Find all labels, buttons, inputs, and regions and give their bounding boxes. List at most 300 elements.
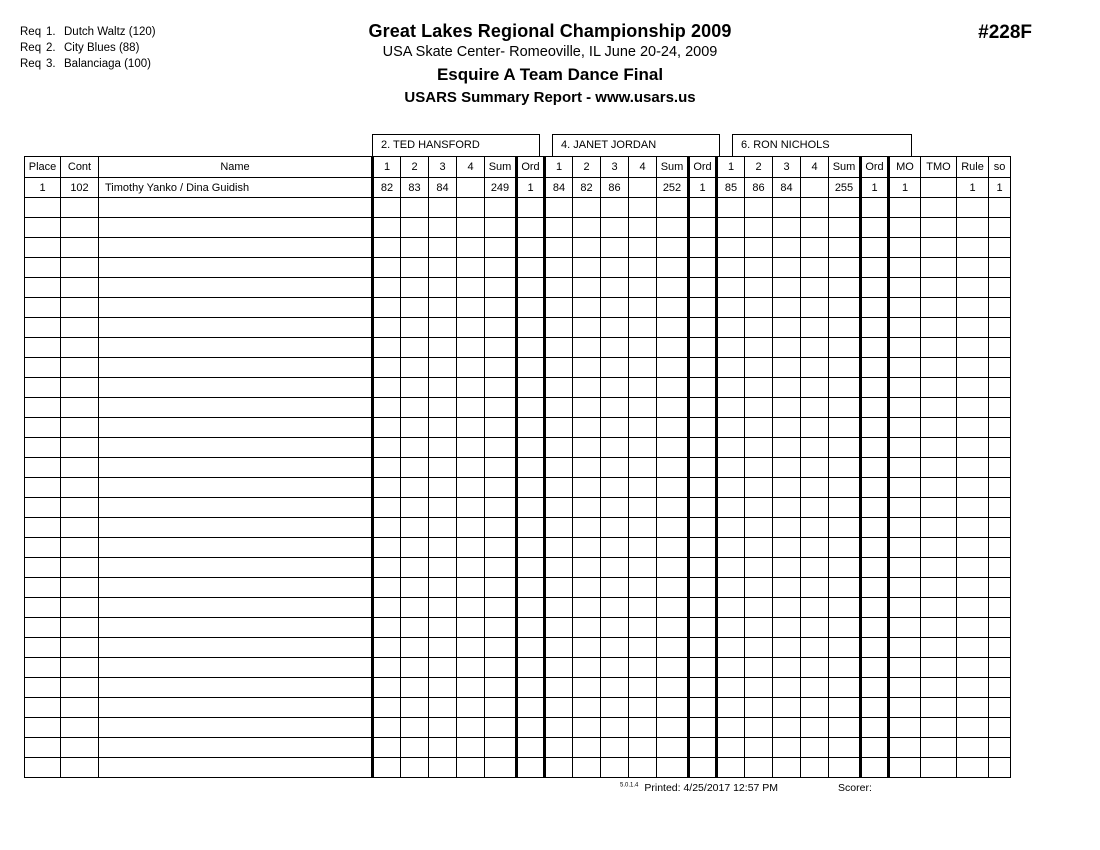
table-row-empty[interactable]: [25, 738, 1011, 758]
cell-empty: [773, 538, 801, 558]
cell-empty: [745, 718, 773, 738]
cell-empty: [601, 438, 629, 458]
cell-empty: [373, 518, 401, 538]
cell-empty: [889, 378, 921, 398]
table-row-empty[interactable]: [25, 518, 1011, 538]
col-j1-s4: 4: [457, 157, 485, 178]
cell-empty: [689, 378, 717, 398]
cell-empty: [517, 578, 545, 598]
cell-empty: [517, 378, 545, 398]
cell-empty: [829, 538, 861, 558]
cell-empty: [957, 198, 989, 218]
cell-empty: [801, 218, 829, 238]
cell-empty: [545, 578, 573, 598]
cell-empty: [861, 538, 889, 558]
cell-empty: [485, 598, 517, 618]
cell-j1-s2: 83: [401, 178, 429, 198]
requirement-number: 2.: [46, 42, 56, 54]
cell-empty: [601, 658, 629, 678]
cell-mo: 1: [889, 178, 921, 198]
table-row-empty[interactable]: [25, 338, 1011, 358]
cell-empty: [61, 478, 99, 498]
cell-empty: [25, 718, 61, 738]
cell-empty: [829, 498, 861, 518]
col-j2-s3: 3: [601, 157, 629, 178]
requirement-number: 3.: [46, 58, 56, 70]
cell-empty: [429, 338, 457, 358]
cell-empty: [401, 658, 429, 678]
cell-empty: [545, 638, 573, 658]
cell-empty: [657, 278, 689, 298]
cell-empty: [373, 278, 401, 298]
cell-empty: [989, 478, 1011, 498]
cell-empty: [889, 498, 921, 518]
cell-empty: [801, 198, 829, 218]
cell-empty: [657, 618, 689, 638]
cell-empty: [61, 418, 99, 438]
table-row-empty[interactable]: [25, 438, 1011, 458]
cell-empty: [861, 338, 889, 358]
cell-empty: [773, 578, 801, 598]
cell-empty: [373, 538, 401, 558]
table-row-empty[interactable]: [25, 498, 1011, 518]
cell-empty: [889, 538, 921, 558]
cell-empty: [99, 318, 373, 338]
cell-empty: [401, 338, 429, 358]
cell-empty: [457, 678, 485, 698]
cell-empty: [457, 238, 485, 258]
cell-empty: [373, 198, 401, 218]
cell-empty: [99, 458, 373, 478]
cell-empty: [457, 738, 485, 758]
table-row-empty[interactable]: [25, 418, 1011, 438]
cell-empty: [801, 258, 829, 278]
cell-empty: [545, 718, 573, 738]
cell-empty: [957, 758, 989, 778]
cell-empty: [429, 538, 457, 558]
cell-empty: [61, 458, 99, 478]
cell-empty: [745, 278, 773, 298]
cell-empty: [61, 378, 99, 398]
table-row-empty[interactable]: [25, 238, 1011, 258]
cell-empty: [517, 698, 545, 718]
requirement-text: Dutch Waltz (120): [64, 26, 156, 38]
cell-empty: [25, 598, 61, 618]
cell-empty: [657, 558, 689, 578]
cell-empty: [629, 398, 657, 418]
cell-empty: [745, 658, 773, 678]
cell-empty: [601, 418, 629, 438]
cell-empty: [485, 678, 517, 698]
cell-empty: [717, 498, 745, 518]
cell-empty: [573, 238, 601, 258]
cell-empty: [457, 218, 485, 238]
cell-empty: [745, 438, 773, 458]
judge-header-3: 6. RON NICHOLS: [732, 134, 912, 156]
cell-empty: [517, 518, 545, 538]
cell-empty: [401, 538, 429, 558]
cell-empty: [921, 238, 957, 258]
judge-banner: [24, 134, 1076, 156]
cell-empty: [629, 378, 657, 398]
cell-empty: [717, 458, 745, 478]
cell-empty: [457, 458, 485, 478]
cell-empty: [689, 658, 717, 678]
cell-empty: [801, 498, 829, 518]
cell-empty: [689, 698, 717, 718]
cell-empty: [99, 698, 373, 718]
cell-empty: [545, 758, 573, 778]
table-row-empty[interactable]: [25, 698, 1011, 718]
cell-empty: [689, 198, 717, 218]
cell-empty: [745, 418, 773, 438]
cell-empty: [657, 598, 689, 618]
table-row-empty[interactable]: [25, 618, 1011, 638]
cell-empty: [957, 298, 989, 318]
cell-empty: [25, 218, 61, 238]
cell-empty: [601, 458, 629, 478]
cell-empty: [457, 598, 485, 618]
cell-empty: [689, 318, 717, 338]
cell-empty: [829, 278, 861, 298]
cell-empty: [989, 678, 1011, 698]
cell-empty: [573, 578, 601, 598]
cell-empty: [745, 638, 773, 658]
cell-empty: [957, 678, 989, 698]
cell-empty: [401, 718, 429, 738]
cell-empty: [545, 358, 573, 378]
cell-empty: [773, 378, 801, 398]
cell-empty: [401, 738, 429, 758]
cell-empty: [745, 458, 773, 478]
cell-empty: [689, 398, 717, 418]
cell-empty: [545, 538, 573, 558]
cell-empty: [717, 638, 745, 658]
cell-empty: [773, 338, 801, 358]
cell-empty: [921, 658, 957, 678]
cell-empty: [373, 558, 401, 578]
cell-empty: [545, 498, 573, 518]
cell-empty: [401, 258, 429, 278]
cell-j1-s4: [457, 178, 485, 198]
cell-empty: [829, 598, 861, 618]
cell-empty: [801, 418, 829, 438]
table-row-empty[interactable]: [25, 318, 1011, 338]
table-row-empty[interactable]: [25, 358, 1011, 378]
cell-empty: [989, 198, 1011, 218]
cell-empty: [429, 638, 457, 658]
cell-empty: [801, 658, 829, 678]
cell-empty: [989, 578, 1011, 598]
cell-j2-s2: 82: [573, 178, 601, 198]
cell-empty: [689, 458, 717, 478]
cell-empty: [801, 558, 829, 578]
cell-empty: [629, 218, 657, 238]
cell-empty: [801, 398, 829, 418]
cell-empty: [25, 438, 61, 458]
cell-empty: [657, 338, 689, 358]
cell-empty: [457, 318, 485, 338]
cell-empty: [517, 538, 545, 558]
cell-empty: [99, 618, 373, 638]
table-row-empty[interactable]: [25, 658, 1011, 678]
cell-empty: [401, 458, 429, 478]
report-footer: [620, 782, 872, 794]
cell-empty: [485, 738, 517, 758]
cell-empty: [601, 338, 629, 358]
cell-empty: [773, 358, 801, 378]
cell-empty: [573, 738, 601, 758]
col-j1-sum: Sum: [485, 157, 517, 178]
cell-empty: [957, 318, 989, 338]
cell-empty: [99, 638, 373, 658]
cell-empty: [545, 478, 573, 498]
cell-empty: [99, 298, 373, 318]
table-row-empty[interactable]: [25, 258, 1011, 278]
cell-empty: [921, 718, 957, 738]
cell-empty: [717, 678, 745, 698]
cell-empty: [401, 358, 429, 378]
cell-empty: [61, 438, 99, 458]
cell-empty: [717, 278, 745, 298]
table-row-empty[interactable]: [25, 278, 1011, 298]
cell-empty: [629, 278, 657, 298]
table-row-empty[interactable]: [25, 598, 1011, 618]
cell-empty: [717, 298, 745, 318]
table-row-empty[interactable]: [25, 198, 1011, 218]
cell-empty: [401, 638, 429, 658]
cell-empty: [921, 598, 957, 618]
cell-empty: [429, 438, 457, 458]
cell-empty: [773, 298, 801, 318]
cell-empty: [921, 498, 957, 518]
cell-empty: [401, 518, 429, 538]
cell-j2-ord: 1: [689, 178, 717, 198]
cell-empty: [573, 298, 601, 318]
cell-empty: [429, 498, 457, 518]
cell-empty: [25, 658, 61, 678]
cell-empty: [99, 398, 373, 418]
cell-empty: [573, 358, 601, 378]
cell-empty: [573, 218, 601, 238]
cell-empty: [373, 738, 401, 758]
cell-empty: [717, 378, 745, 398]
cell-empty: [829, 478, 861, 498]
cell-empty: [989, 758, 1011, 778]
cell-empty: [689, 258, 717, 278]
cell-empty: [61, 358, 99, 378]
cell-empty: [801, 238, 829, 258]
cell-empty: [457, 658, 485, 678]
requirement-label: Req: [20, 42, 42, 54]
table-row-empty[interactable]: [25, 378, 1011, 398]
cell-empty: [773, 238, 801, 258]
cell-empty: [573, 598, 601, 618]
cell-empty: [657, 758, 689, 778]
col-j1-s2: 2: [401, 157, 429, 178]
cell-empty: [429, 458, 457, 478]
cell-empty: [629, 318, 657, 338]
cell-empty: [517, 398, 545, 418]
cell-empty: [401, 478, 429, 498]
cell-name: Timothy Yanko / Dina Guidish: [99, 178, 373, 198]
cell-empty: [773, 478, 801, 498]
cell-empty: [61, 558, 99, 578]
cell-empty: [689, 638, 717, 658]
cell-empty: [657, 698, 689, 718]
cell-empty: [629, 678, 657, 698]
table-row-empty[interactable]: [25, 398, 1011, 418]
cell-empty: [429, 578, 457, 598]
cell-empty: [921, 558, 957, 578]
cell-empty: [25, 738, 61, 758]
cell-empty: [773, 758, 801, 778]
table-row-empty[interactable]: [25, 458, 1011, 478]
cell-empty: [573, 698, 601, 718]
cell-empty: [745, 378, 773, 398]
cell-empty: [601, 558, 629, 578]
cell-empty: [61, 398, 99, 418]
cell-empty: [773, 738, 801, 758]
cell-empty: [401, 678, 429, 698]
cell-empty: [829, 218, 861, 238]
col-so: so: [989, 157, 1011, 178]
cell-empty: [25, 498, 61, 518]
cell-empty: [373, 298, 401, 318]
cell-empty: [657, 198, 689, 218]
cell-empty: [517, 338, 545, 358]
col-j3-s2: 2: [745, 157, 773, 178]
cell-empty: [25, 298, 61, 318]
cell-empty: [829, 378, 861, 398]
cell-empty: [601, 378, 629, 398]
table-row-empty[interactable]: [25, 298, 1011, 318]
cell-so: 1: [989, 178, 1011, 198]
cell-empty: [773, 438, 801, 458]
col-j1-s3: 3: [429, 157, 457, 178]
cell-empty: [401, 298, 429, 318]
cell-empty: [485, 618, 517, 638]
cell-empty: [61, 318, 99, 338]
cell-empty: [921, 458, 957, 478]
cell-empty: [829, 318, 861, 338]
cell-empty: [485, 458, 517, 478]
cell-empty: [601, 618, 629, 638]
cell-empty: [99, 578, 373, 598]
cell-empty: [889, 318, 921, 338]
table-row[interactable]: [25, 178, 1011, 198]
cell-empty: [957, 398, 989, 418]
cell-empty: [517, 558, 545, 578]
cell-empty: [485, 438, 517, 458]
table-row-empty[interactable]: [25, 538, 1011, 558]
cell-empty: [957, 278, 989, 298]
cell-empty: [773, 618, 801, 638]
cell-empty: [373, 678, 401, 698]
cell-j3-s1: 85: [717, 178, 745, 198]
cell-empty: [717, 758, 745, 778]
cell-empty: [689, 678, 717, 698]
cell-empty: [573, 318, 601, 338]
cell-empty: [657, 718, 689, 738]
cell-empty: [921, 758, 957, 778]
cell-empty: [957, 458, 989, 478]
cell-empty: [745, 578, 773, 598]
cell-empty: [957, 578, 989, 598]
table-row-empty[interactable]: [25, 638, 1011, 658]
cell-empty: [801, 598, 829, 618]
cell-empty: [829, 238, 861, 258]
cell-empty: [829, 398, 861, 418]
table-row-empty[interactable]: [25, 218, 1011, 238]
cell-empty: [401, 498, 429, 518]
table-row-empty[interactable]: [25, 478, 1011, 498]
cell-empty: [861, 518, 889, 538]
table-row-empty[interactable]: [25, 758, 1011, 778]
cell-empty: [517, 278, 545, 298]
table-row-empty[interactable]: [25, 578, 1011, 598]
cell-empty: [373, 398, 401, 418]
cell-empty: [989, 298, 1011, 318]
cell-empty: [657, 398, 689, 418]
table-row-empty[interactable]: [25, 678, 1011, 698]
cell-empty: [401, 438, 429, 458]
cell-empty: [889, 358, 921, 378]
cell-empty: [689, 758, 717, 778]
cell-empty: [957, 418, 989, 438]
cell-empty: [657, 678, 689, 698]
cell-empty: [485, 338, 517, 358]
table-row-empty[interactable]: [25, 718, 1011, 738]
table-row-empty[interactable]: [25, 558, 1011, 578]
cell-empty: [629, 498, 657, 518]
cell-empty: [545, 338, 573, 358]
cell-empty: [545, 678, 573, 698]
cell-empty: [429, 738, 457, 758]
cell-cont: 102: [61, 178, 99, 198]
cell-empty: [921, 218, 957, 238]
cell-empty: [457, 278, 485, 298]
cell-empty: [861, 358, 889, 378]
cell-empty: [99, 378, 373, 398]
cell-empty: [601, 318, 629, 338]
cell-empty: [689, 558, 717, 578]
cell-empty: [485, 718, 517, 738]
cell-empty: [829, 438, 861, 458]
cell-empty: [921, 478, 957, 498]
cell-empty: [889, 578, 921, 598]
cell-empty: [861, 318, 889, 338]
cell-empty: [517, 318, 545, 338]
cell-empty: [801, 478, 829, 498]
cell-empty: [889, 218, 921, 238]
cell-empty: [61, 638, 99, 658]
cell-empty: [429, 598, 457, 618]
cell-j3-s4: [801, 178, 829, 198]
cell-empty: [485, 418, 517, 438]
cell-empty: [545, 298, 573, 318]
cell-empty: [373, 458, 401, 478]
cell-empty: [921, 638, 957, 658]
cell-empty: [829, 758, 861, 778]
cell-empty: [25, 358, 61, 378]
cell-empty: [457, 698, 485, 718]
col-j2-s4: 4: [629, 157, 657, 178]
cell-empty: [717, 658, 745, 678]
cell-empty: [921, 258, 957, 278]
cell-j2-s1: 84: [545, 178, 573, 198]
col-j2-ord: Ord: [689, 157, 717, 178]
